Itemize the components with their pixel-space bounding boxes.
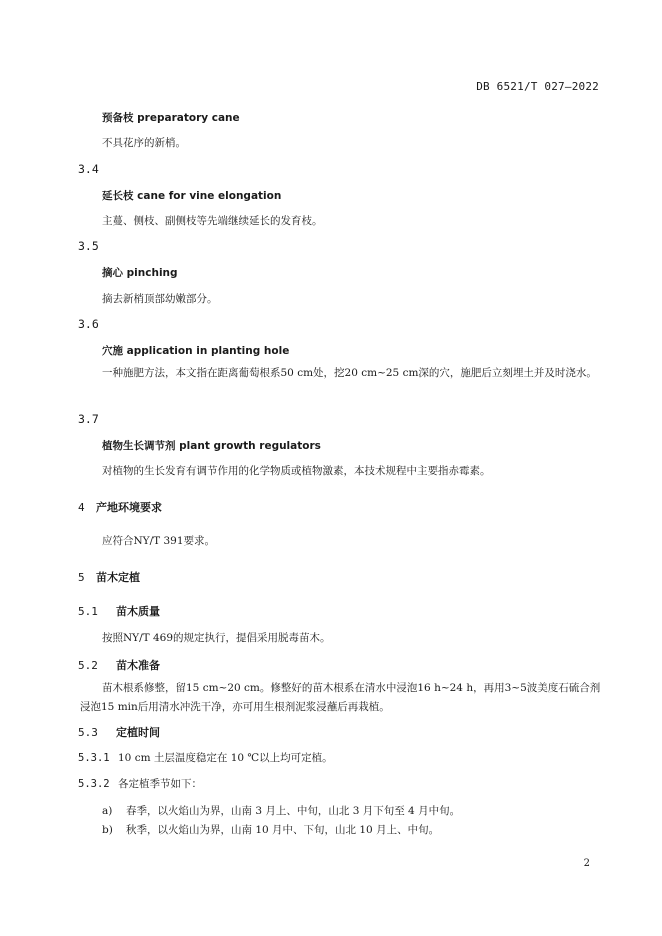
section-number: 5 <box>78 571 85 584</box>
section-title: 苗木定植 <box>96 571 140 584</box>
list-marker: b) <box>102 824 113 836</box>
clause-number-3-5: 3.5 <box>78 239 99 253</box>
subsection-5-3-heading <box>78 724 160 740</box>
subsection-5-2-heading <box>78 657 160 673</box>
subsection-title: 苗木准备 <box>116 659 160 672</box>
document-code-header: DB 6521/T 027—2022 <box>476 80 599 93</box>
subsection-number: 5.2 <box>78 659 98 672</box>
clause-text: 各定植季节如下： <box>118 778 202 790</box>
clause-5-3-2 <box>78 776 202 791</box>
definition-cane-for-vine-elongation: 主蔓、侧枝、副侧枝等先端继续延长的发育枝。 <box>102 215 323 227</box>
subsection-5-1-heading <box>78 603 160 619</box>
section-number: 4 <box>78 501 85 514</box>
clause-number-3-4: 3.4 <box>78 162 99 176</box>
clause-5-3-1 <box>78 750 333 765</box>
term-pinching: 摘心 pinching <box>102 267 178 279</box>
list-marker: a) <box>102 805 113 817</box>
clause-number: 5.3.1 <box>78 752 110 764</box>
term-cane-for-vine-elongation: 延长枝 cane for vine elongation <box>102 190 282 202</box>
definition-plant-growth-regulators: 对植物的生长发育有调节作用的化学物质或植物激素，本技术规程中主要指赤霉素。 <box>102 465 491 477</box>
clause-number: 5.3.2 <box>78 778 110 790</box>
clause-number-3-7: 3.7 <box>78 412 99 426</box>
list-item-autumn <box>102 822 439 837</box>
definition-application-in-planting-hole: 一种施肥方法，本文指在距离葡萄根系50 cm处，挖20 cm~25 cm深的穴，施肥后立刻埋土并及时浇水。 <box>102 367 597 379</box>
subsection-title: 苗木质量 <box>116 605 160 618</box>
list-item-text: 春季，以火焰山为界，山南 3 月上、中旬，山北 3 月下旬至 4 月中旬。 <box>126 805 461 817</box>
subsection-number: 5.1 <box>78 605 98 618</box>
section-5-heading <box>78 569 140 585</box>
subsection-title: 定植时间 <box>116 726 160 739</box>
subsection-number: 5.3 <box>78 726 98 739</box>
subsection-5-1-body: 按照NY/T 469的规定执行，提倡采用脱毒苗木。 <box>102 632 331 644</box>
list-item-text: 秋季，以火焰山为界，山南 10 月中、下旬，山北 10 月上、中旬。 <box>126 824 440 836</box>
section-4-body: 应符合NY/T 391要求。 <box>102 535 216 547</box>
clause-text: 10 cm 土层温度稳定在 10 ℃以上均可定植。 <box>118 752 333 764</box>
section-title: 产地环境要求 <box>96 501 162 514</box>
clause-number-3-6: 3.6 <box>78 317 99 331</box>
definition-pinching: 摘去新梢顶部幼嫩部分。 <box>102 293 218 305</box>
subsection-5-2-body: 苗木根系修整，留15 cm~20 cm。修整好的苗木根系在清水中浸泡16 h~24 h，再用3~5波美度石硫合剂浸泡15 min后用清水冲洗干净，亦可用生根剂泥浆浸蘸后再栽植。 <box>80 682 601 713</box>
term-preparatory-cane: 预备枝 preparatory cane <box>102 112 240 124</box>
definition-preparatory-cane: 不具花序的新梢。 <box>102 137 186 149</box>
list-item-spring <box>102 803 460 818</box>
section-4-heading <box>78 499 162 515</box>
page-number: 2 <box>583 858 590 869</box>
term-application-in-planting-hole: 穴施 application in planting hole <box>102 345 290 357</box>
term-plant-growth-regulators: 植物生长调节剂 plant growth regulators <box>102 440 321 452</box>
